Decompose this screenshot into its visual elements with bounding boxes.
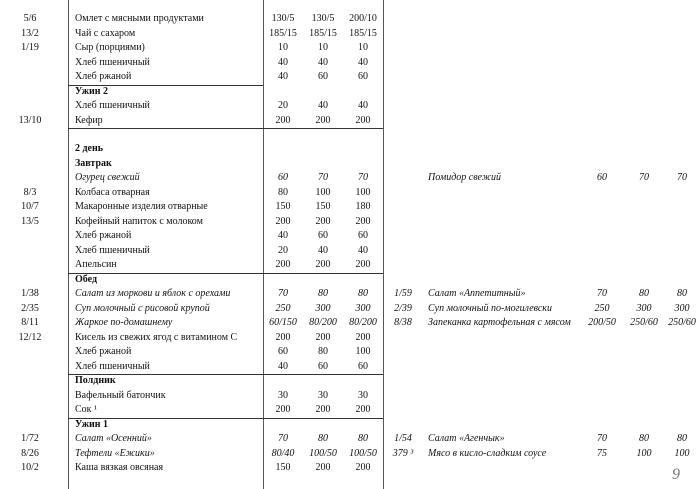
portion-cell: 40 [358,56,368,68]
dish-name-cell: Сок ¹ [75,404,98,415]
dish-name-cell: Апельсин [75,259,117,270]
portion-cell: 300 [315,302,331,314]
alt-dish-name-cell: Запеканка картофельная с мясом [428,317,571,328]
alt-portion-cell: 70 [639,172,649,183]
dish-name-cell: Салат «Осенний» [75,433,152,444]
portion-cell: 100/50 [349,447,377,459]
dish-name-cell: Жаркое по-домашнему [75,317,173,328]
alt-dish-name-cell: Суп молочный по-могилевски [428,302,552,314]
table-row [0,302,700,317]
portion-cell: 200 [275,331,291,343]
table-row [0,403,700,418]
alt-portion-cell: 250 [594,302,610,314]
alt-code-cell: 2/39 [394,302,412,314]
portion-cell: 40 [278,230,288,241]
portion-cell: 200 [315,114,331,126]
alt-portion-cell: 250/60 [668,317,696,328]
section-divider [68,128,383,129]
portion-cell: 200 [355,215,371,227]
alt-portion-cell: 80 [677,288,687,299]
dish-name-cell: Кофейный напиток с молоком [75,215,203,227]
code-cell: 1/72 [21,433,39,444]
alt-code-cell: 379 ³ [392,447,414,459]
portion-cell: 70 [278,433,288,444]
table-row [0,186,700,201]
portion-cell: 80/40 [271,447,295,459]
portion-cell: 200 [315,404,331,415]
portion-cell: 180 [355,201,371,212]
dish-name-cell: Хлеб пшеничный [75,100,150,111]
table-row [0,389,700,404]
portion-cell: 70 [358,172,368,183]
portion-cell: 40 [318,244,328,256]
section-divider [68,85,263,86]
dish-name-cell: Салат из моркови и яблок с орехами [75,288,231,299]
portion-cell: 40 [358,100,368,111]
portion-cell: 60 [278,172,288,183]
table-row [0,244,700,259]
dish-name-cell: Полдник [75,375,116,386]
dish-name-cell: Кефир [75,114,103,126]
portion-cell: 250 [275,302,291,314]
portion-cell: 100/50 [309,447,337,459]
dish-name-cell: Омлет с мясными продуктами [75,13,204,24]
alt-portion-cell: 70 [597,433,607,444]
dish-name-cell: Хлеб пшеничный [75,244,150,256]
portion-cell: 10 [358,42,368,53]
portion-cell: 80/200 [309,317,337,328]
alt-portion-cell: 100 [674,447,690,459]
code-cell: 10/7 [21,201,39,212]
portion-cell: 300 [355,302,371,314]
code-cell: 8/26 [21,447,39,459]
section-heading-row [0,157,700,172]
code-cell: 1/19 [21,42,39,53]
portion-cell: 150 [275,201,291,212]
portion-cell: 100 [315,186,331,198]
alt-portion-cell: 250/60 [630,317,658,328]
dish-name-cell: Огурец свежий [75,172,140,183]
portion-cell: 40 [358,244,368,256]
dish-name-cell: Ужин 1 [75,418,108,430]
dish-name-cell: Ужин 2 [75,85,108,97]
dish-name-cell: Макаронные изделия отварные [75,201,208,212]
portion-cell: 30 [278,389,288,401]
table-row [0,99,700,114]
dish-name-cell: Кисель из свежих ягод с витамином С [75,331,238,343]
portion-cell: 60 [318,360,328,372]
portion-cell: 10 [318,42,328,53]
section-heading-row [0,418,700,433]
dish-name-cell: Хлеб ржаной [75,346,132,357]
portion-cell: 20 [278,244,288,256]
table-row [0,171,700,186]
dish-name-cell: Хлеб ржаной [75,230,132,241]
alt-portion-cell: 100 [636,447,652,459]
dish-name-cell: Каша вязкая овсяная [75,462,164,473]
portion-cell: 80 [278,186,288,198]
table-row [0,229,700,244]
section-heading-row [0,85,700,100]
table-row [0,27,700,42]
portion-cell: 200 [275,215,291,227]
table-row [0,287,700,302]
portion-cell: 80 [358,433,368,444]
dish-name-cell: Чай с сахаром [75,27,136,39]
section-divider [68,273,383,274]
dish-name-cell: Сыр (порциями) [75,42,145,53]
alt-portion-cell: 70 [597,288,607,299]
table-row [0,432,700,447]
dish-name-cell: Обед [75,273,98,285]
alt-dish-name-cell: Мясо в кисло-сладким соусе [428,447,547,459]
table-row [0,447,700,462]
dish-name-cell: Тефтели «Ежики» [75,447,155,459]
table-row [0,360,700,375]
code-cell: 13/2 [21,27,39,39]
dish-name-cell: Хлеб пшеничный [75,360,150,372]
code-cell: 5/6 [23,13,37,24]
page-number: 9 [672,466,680,483]
code-cell: 2/35 [21,302,39,314]
portion-cell: 80/200 [349,317,377,328]
dish-name-cell: Хлеб пшеничный [75,56,150,68]
portion-cell: 80 [318,346,328,357]
alt-code-cell: 1/54 [394,433,412,444]
portion-cell: 130/5 [271,13,295,24]
portion-cell: 200 [315,259,331,270]
portion-cell: 200 [315,331,331,343]
portion-cell: 80 [358,288,368,299]
alt-dish-name-cell: Салат «Агенчык» [428,433,505,444]
table-row [0,70,700,85]
table-row [0,461,700,476]
section-heading-row [0,142,700,157]
portion-cell: 185/15 [309,27,337,39]
portion-cell: 200 [275,404,291,415]
portion-cell: 150 [275,462,291,473]
portion-cell: 60 [358,71,368,82]
portion-cell: 40 [318,100,328,111]
portion-cell: 70 [318,172,328,183]
table-row [0,41,700,56]
table-row [0,331,700,346]
portion-cell: 185/15 [269,27,297,39]
portion-cell: 60 [358,360,368,372]
alt-code-cell: 8/38 [394,317,412,328]
section-divider [68,374,383,375]
table-row [0,56,700,71]
dish-name-cell: Завтрак [75,157,112,169]
alt-portion-cell: 80 [677,433,687,444]
table-row [0,316,700,331]
portion-cell: 40 [278,56,288,68]
code-cell: 1/38 [21,288,39,299]
section-heading-row [0,273,700,288]
portion-cell: 200 [355,331,371,343]
section-heading-row [0,374,700,389]
table-row [0,12,700,27]
dish-name-cell: Суп молочный с рисовой крупой [75,302,210,314]
portion-cell: 60/150 [269,317,297,328]
portion-cell: 80 [318,433,328,444]
alt-portion-cell: 70 [677,172,687,183]
portion-cell: 200 [275,259,291,270]
portion-cell: 60 [318,71,328,82]
portion-cell: 80 [318,288,328,299]
code-cell: 8/11 [21,317,39,328]
table-row [0,258,700,273]
portion-cell: 200 [355,462,371,473]
portion-cell: 200 [315,462,331,473]
portion-cell: 40 [318,56,328,68]
portion-cell: 60 [278,346,288,357]
portion-cell: 100 [355,346,371,357]
alt-portion-cell: 60 [597,172,607,183]
alt-portion-cell: 80 [639,433,649,444]
alt-dish-name-cell: Помидор свежий [428,172,502,183]
dish-name-cell: Колбаса отварная [75,186,150,198]
dish-name-cell: 2 день [75,143,104,154]
code-cell: 12/12 [18,331,42,343]
portion-cell: 30 [318,389,328,401]
alt-portion-cell: 300 [636,302,652,314]
portion-cell: 100 [355,186,371,198]
code-cell: 13/5 [21,215,39,227]
portion-cell: 200/10 [349,13,377,24]
table-row [0,345,700,360]
alt-portion-cell: 200/50 [588,317,616,328]
table-row [0,114,700,129]
alt-portion-cell: 300 [674,302,690,314]
portion-cell: 185/15 [349,27,377,39]
dish-name-cell: Вафельный батончик [75,389,166,401]
code-cell: 10/2 [21,462,39,473]
portion-cell: 200 [315,215,331,227]
dish-name-cell: Хлеб ржаной [75,71,132,82]
alt-dish-name-cell: Салат «Аппетитный» [428,288,526,299]
section-divider [68,418,383,419]
alt-code-cell: 1/59 [394,288,412,299]
table-row [0,215,700,230]
portion-cell: 30 [358,389,368,401]
portion-cell: 200 [355,259,371,270]
portion-cell: 130/5 [311,13,335,24]
portion-cell: 60 [358,230,368,241]
portion-cell: 10 [278,42,288,53]
portion-cell: 70 [278,288,288,299]
table-row [0,200,700,215]
portion-cell: 200 [355,404,371,415]
portion-cell: 20 [278,100,288,111]
portion-cell: 40 [278,360,288,372]
portion-cell: 60 [318,230,328,241]
alt-portion-cell: 80 [639,288,649,299]
code-cell: 8/3 [23,186,37,198]
portion-cell: 200 [355,114,371,126]
code-cell: 13/10 [18,114,42,126]
alt-portion-cell: 75 [597,447,607,459]
portion-cell: 200 [275,114,291,126]
portion-cell: 150 [315,201,331,212]
portion-cell: 40 [278,71,288,82]
